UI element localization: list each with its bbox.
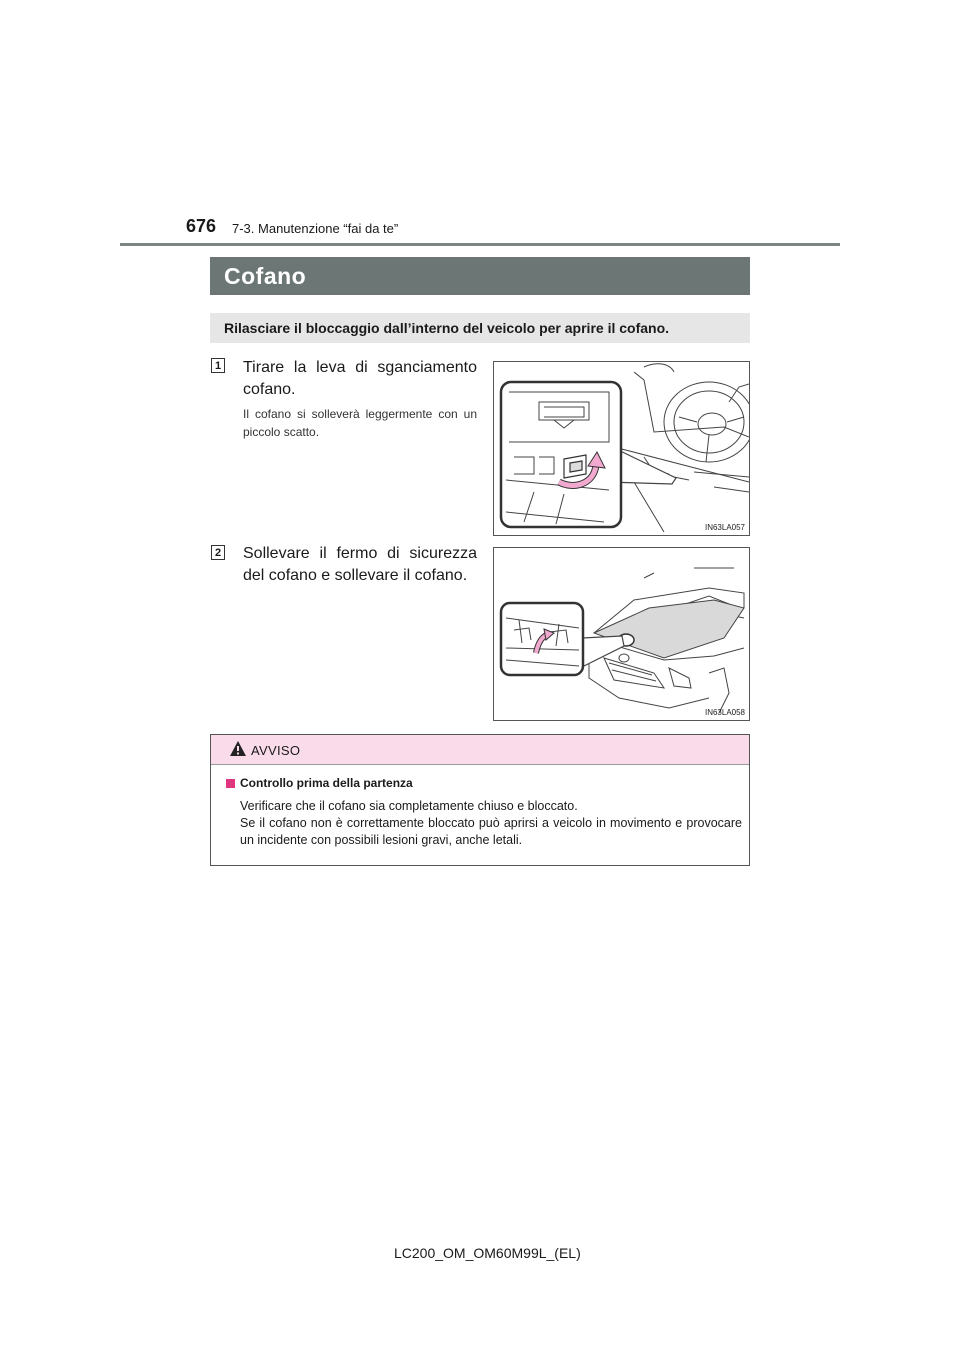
hood-release-lever-drawing xyxy=(494,362,749,535)
warning-subhead: Controllo prima della partenza xyxy=(240,776,413,790)
warning-triangle-icon xyxy=(229,740,247,757)
step-1-note: Il cofano si solleverà leggermente con un piccolo scatto. xyxy=(243,407,477,439)
step-2-text: Sollevare il fermo di sicurezza del cofano e sollevare il cofano. xyxy=(243,545,477,584)
warning-title: AVVISO xyxy=(251,743,301,758)
warning-box xyxy=(210,734,750,866)
step-1-text: Tirare la leva di sganciamento cofano. xyxy=(243,359,477,398)
hood-safety-catch-drawing xyxy=(494,548,749,720)
page-number: 676 xyxy=(186,216,217,236)
warning-header xyxy=(211,735,749,765)
illustration-code-1: IN63LA057 xyxy=(704,523,745,532)
step-number-1: 1 xyxy=(211,358,225,373)
page-title: Cofano xyxy=(210,257,750,295)
intro-text: Rilasciare il bloccaggio dall’interno del veicolo per aprire il cofano. xyxy=(210,313,750,343)
document-code: LC200_OM_OM60M99L_(EL) xyxy=(394,1245,581,1261)
hood-release-lever-illustration xyxy=(493,361,750,536)
warning-body xyxy=(240,798,742,849)
section-label: 7-3. Manutenzione “fai da te” xyxy=(232,221,399,236)
step-number-2: 2 xyxy=(211,545,225,560)
warning-bullet-icon xyxy=(226,779,235,788)
illustration-code-2: IN63LA058 xyxy=(704,708,745,717)
warning-body-line-2: Se il cofano non è correttamente bloccato può aprirsi a veicolo in movimento e provocare un incidente con possibili lesioni gravi, anche letali. xyxy=(240,816,742,847)
hood-safety-catch-illustration xyxy=(493,547,750,721)
warning-body-line-1: Verificare che il cofano sia completamente chiuso e bloccato. xyxy=(240,799,578,813)
header-divider xyxy=(120,243,840,246)
